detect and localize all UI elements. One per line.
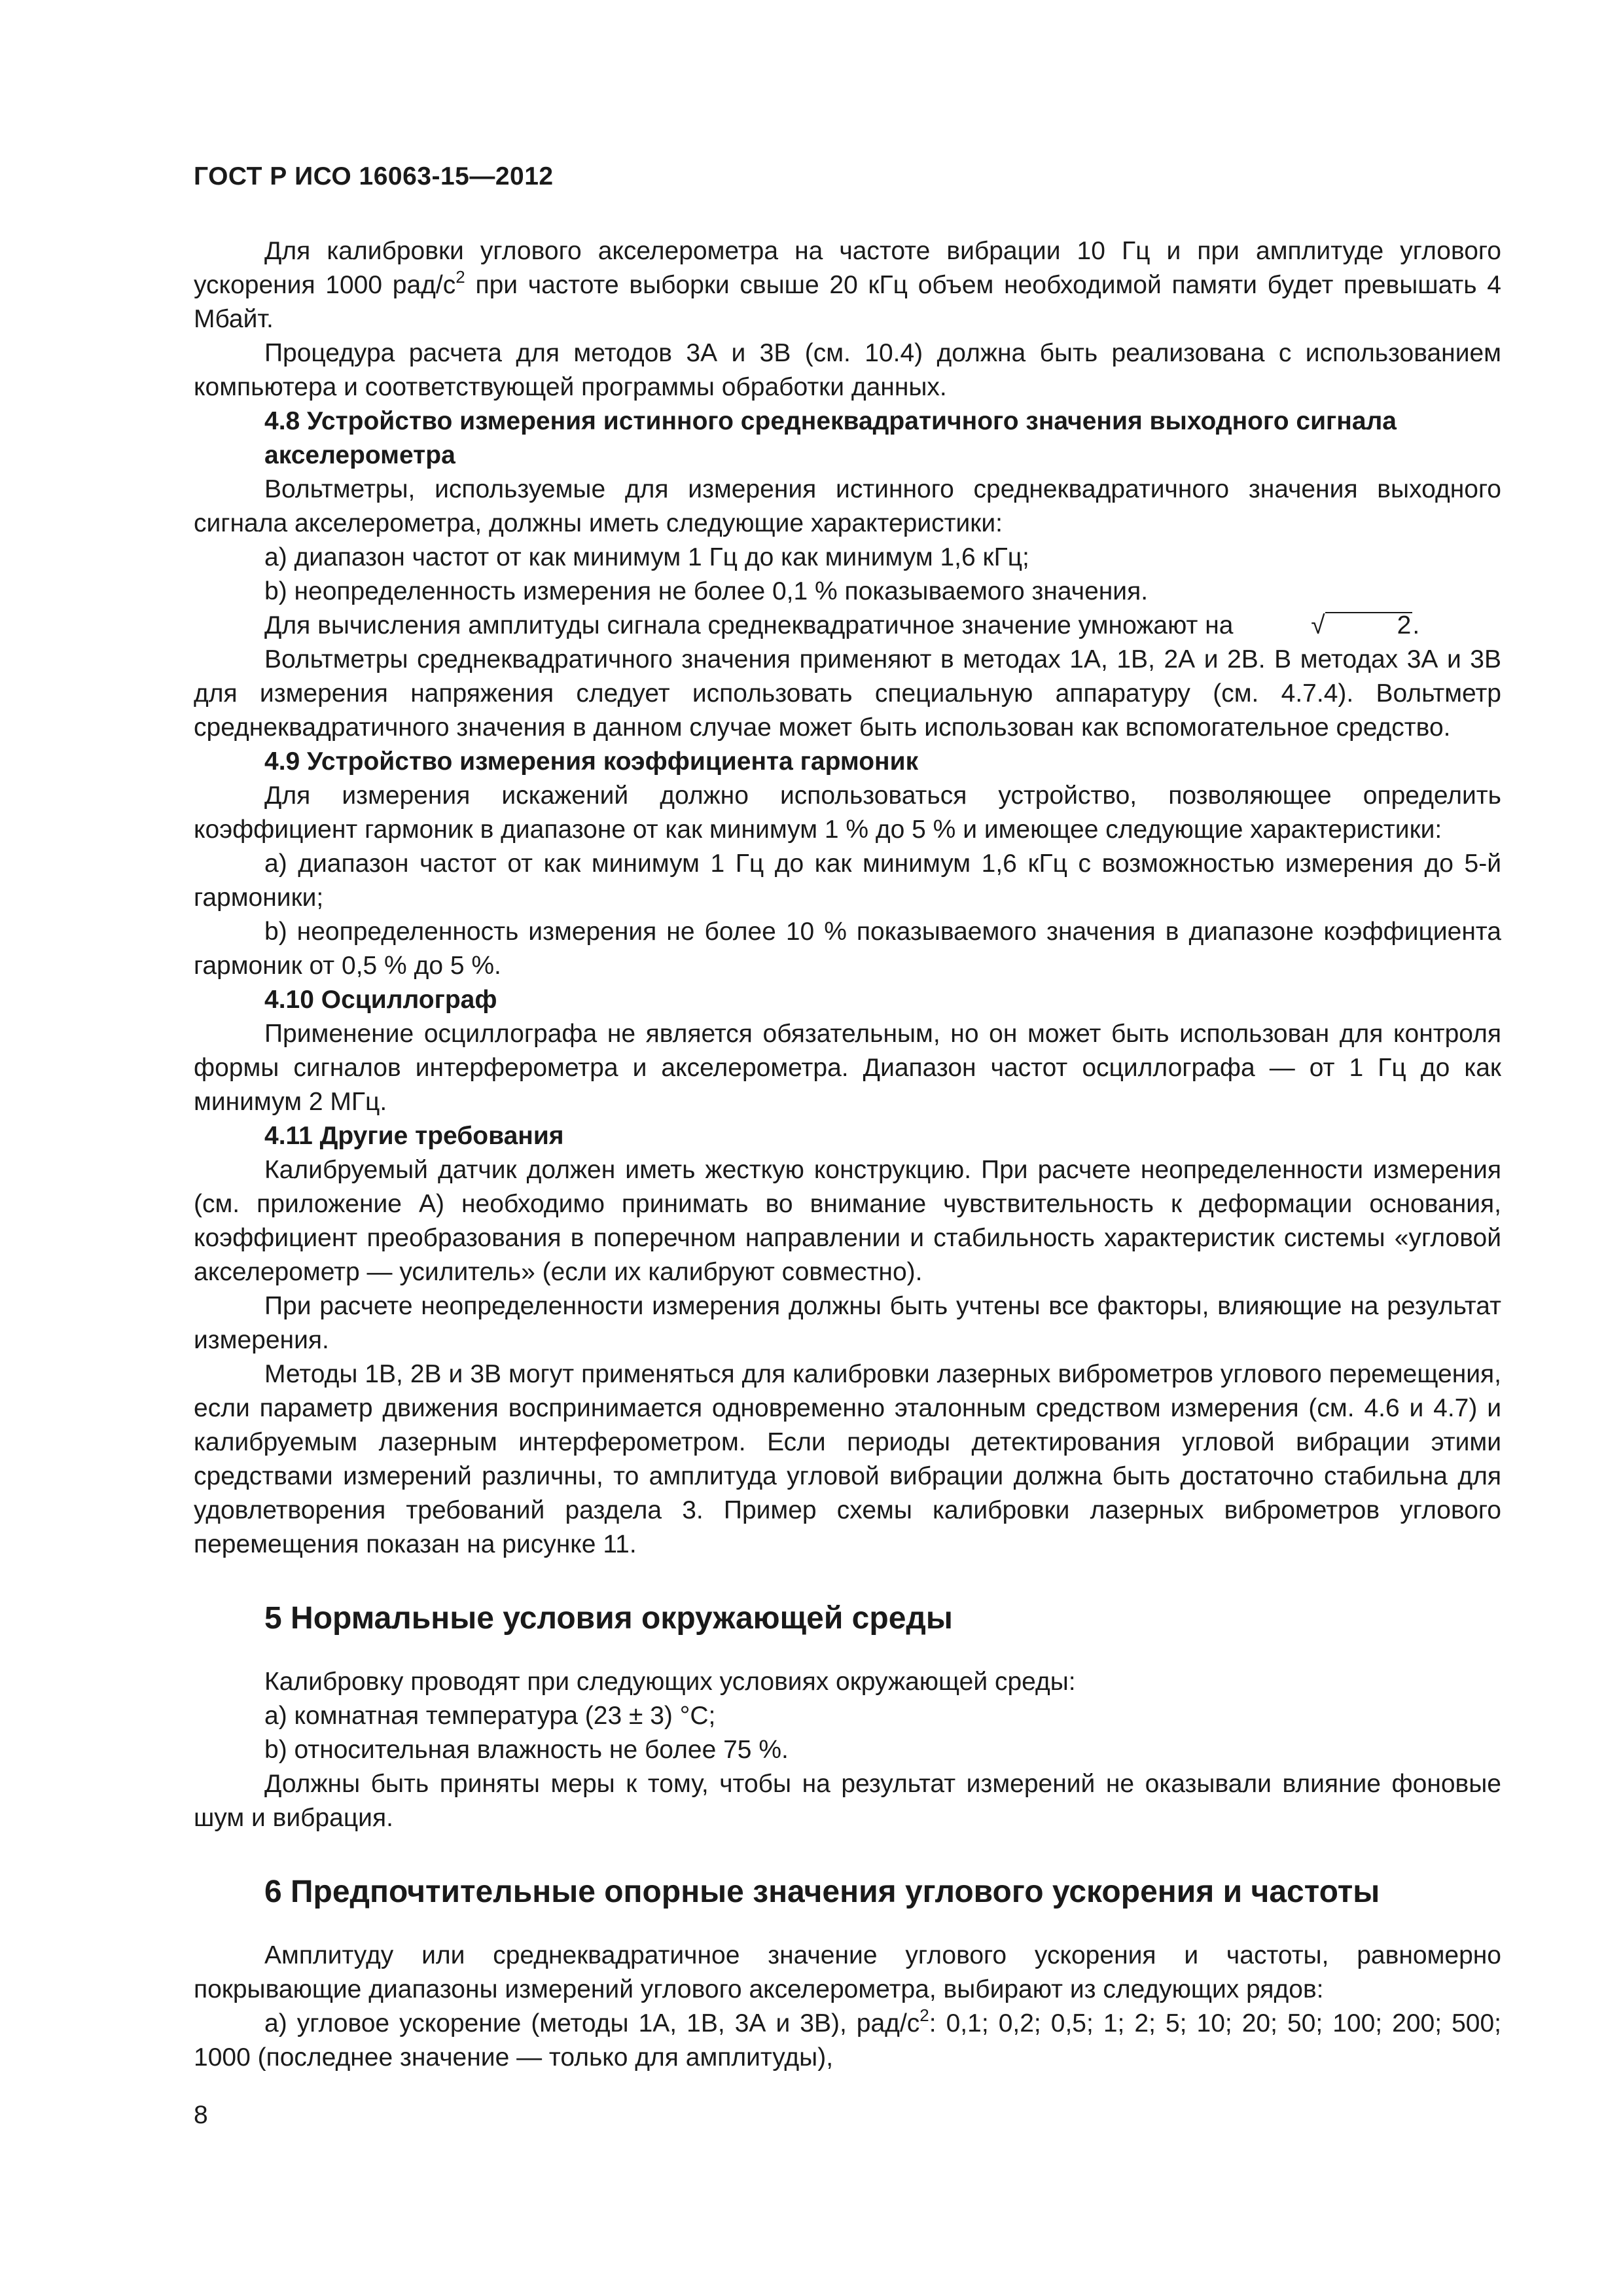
paragraph: Для измерения искажений должно использоваться устройство, позволяющее определить коэффициент гармоник в диапазоне от как минимум 1 % до 5 % и имеющее следующие характеристики: <box>194 781 1501 844</box>
paragraph-text: a) угловое ускорение (методы 1А, 1В, 3А и 3В), рад/с <box>264 2009 920 2037</box>
section-heading-4-11: 4.11 Другие требования <box>264 1122 564 1150</box>
paragraph: Амплитуду или среднеквадратичное значение углового ускорения и частоты, равномерно покрывающие диапазоны измерений углового акселерометра, выбирают из следующих рядов: <box>194 1941 1501 2003</box>
paragraph-text: при частоте выборки свыше 20 кГц объем необходимой памяти будет превышать 4 Мбайт. <box>194 271 1501 333</box>
standard-header: ГОСТ Р ИСО 16063-15—2012 <box>194 162 554 190</box>
document-body <box>194 234 1501 2075</box>
list-item <box>194 2007 1501 2075</box>
paragraph-text: Для калибровки углового акселерометра на частоте вибрации 10 Гц и при амплитуде углового ускорения 1000 рад/с <box>194 237 1501 299</box>
paragraph <box>194 609 1501 643</box>
section-heading-5: 5 Нормальные условия окружающей среды <box>264 1601 953 1636</box>
paragraph: Методы 1В, 2В и 3В могут применяться для калибровки лазерных виброметров углового перемещения, если параметр движения воспринимается одновременно эталонным средством измерения (см. 4.6 и 4.7) и калибруемым лазерным интерферометром. Если периоды детектирования угловой вибрации этими средствами измерений различны, то амплитуда угловой вибрации должна быть достаточно стабильна для удовлетворения требований раздела 3. Пример схемы калибровки лазерных виброметров углового перемещения показан на рисунке 11. <box>194 1360 1501 1558</box>
paragraph: Калибровку проводят при следующих условиях окружающей среды: <box>264 1668 1076 1696</box>
square-root-expression <box>1240 609 1412 643</box>
paragraph-text: . <box>1412 611 1420 639</box>
section-heading-4-9: 4.9 Устройство измерения коэффициента гармоник <box>264 747 919 776</box>
radicand: 2 <box>1325 612 1413 638</box>
paragraph: Применение осциллографа не является обязательным, но он может быть использован для контроля формы сигналов интерферометра и акселерометра. Диапазон частот осциллографа — от 1 Гц до как минимум 2 МГц. <box>194 1020 1501 1116</box>
superscript: 2 <box>455 267 465 287</box>
paragraph-text: Для вычисления амплитуды сигнала среднеквадратичное значение умножают на <box>264 611 1241 639</box>
list-item: b) неопределенность измерения не более 10 % показываемого значения в диапазоне коэффициента гармоник от 0,5 % до 5 %. <box>194 918 1501 980</box>
list-item: b) относительная влажность не более 75 %. <box>264 1736 789 1764</box>
page-number: 8 <box>194 2101 208 2129</box>
paragraph: Калибруемый датчик должен иметь жесткую конструкцию. При расчете неопределенности измерения (см. приложение А) необходимо принимать во внимание чувствительность к деформации основания, коэффициент преобразования в поперечном направлении и стабильность характеристик системы «угловой акселерометр — усилитель» (если их калибруют совместно). <box>194 1156 1501 1286</box>
paragraph: Вольтметры среднеквадратичного значения применяют в методах 1А, 1В, 2А и 2В. В методах 3А и 3В для измерения напряжения следует использовать специальную аппаратуру (см. 4.7.4). Вольтметр среднеквадратичного значения в данном случае может быть использован как вспомогательное средство. <box>194 645 1501 742</box>
section-heading-4-10: 4.10 Осциллограф <box>264 986 497 1014</box>
section-heading-6: 6 Предпочтительные опорные значения углового ускорения и частоты <box>264 1874 1380 1909</box>
list-item: a) диапазон частот от как минимум 1 Гц до как минимум 1,6 кГц с возможностью измерения до 5-й гармоники; <box>194 850 1501 912</box>
list-item: a) комнатная температура (23 ± 3) °C; <box>264 1702 716 1730</box>
paragraph <box>194 234 1501 336</box>
list-item: a) диапазон частот от как минимум 1 Гц до как минимум 1,6 кГц; <box>264 543 1029 571</box>
radical-sign: √ <box>1311 611 1325 639</box>
list-item: b) неопределенность измерения не более 0,1 % показываемого значения. <box>264 577 1149 605</box>
section-heading-4-8: 4.8 Устройство измерения истинного среднеквадратичного значения выходного сигнала акселерометра <box>264 407 1397 469</box>
superscript: 2 <box>919 2005 929 2025</box>
paragraph: Вольтметры, используемые для измерения истинного среднеквадратичного значения выходного сигнала акселерометра, должны иметь следующие характеристики: <box>194 475 1501 537</box>
paragraph: Должны быть приняты меры к тому, чтобы на результат измерений не оказывали влияние фоновые шум и вибрация. <box>194 1770 1501 1832</box>
paragraph: Процедура расчета для методов 3А и 3В (см. 10.4) должна быть реализована с использованием компьютера и соответствующей программы обработки данных. <box>194 339 1501 401</box>
paragraph: При расчете неопределенности измерения должны быть учтены все факторы, влияющие на результат измерения. <box>194 1292 1501 1354</box>
paragraph-text: : 0,1; 0,2; 0,5; 1; 2; 5; 10; 20; 50; 100; 200; 500; 1000 (последнее значение — только для амплитуды), <box>194 2009 1501 2072</box>
